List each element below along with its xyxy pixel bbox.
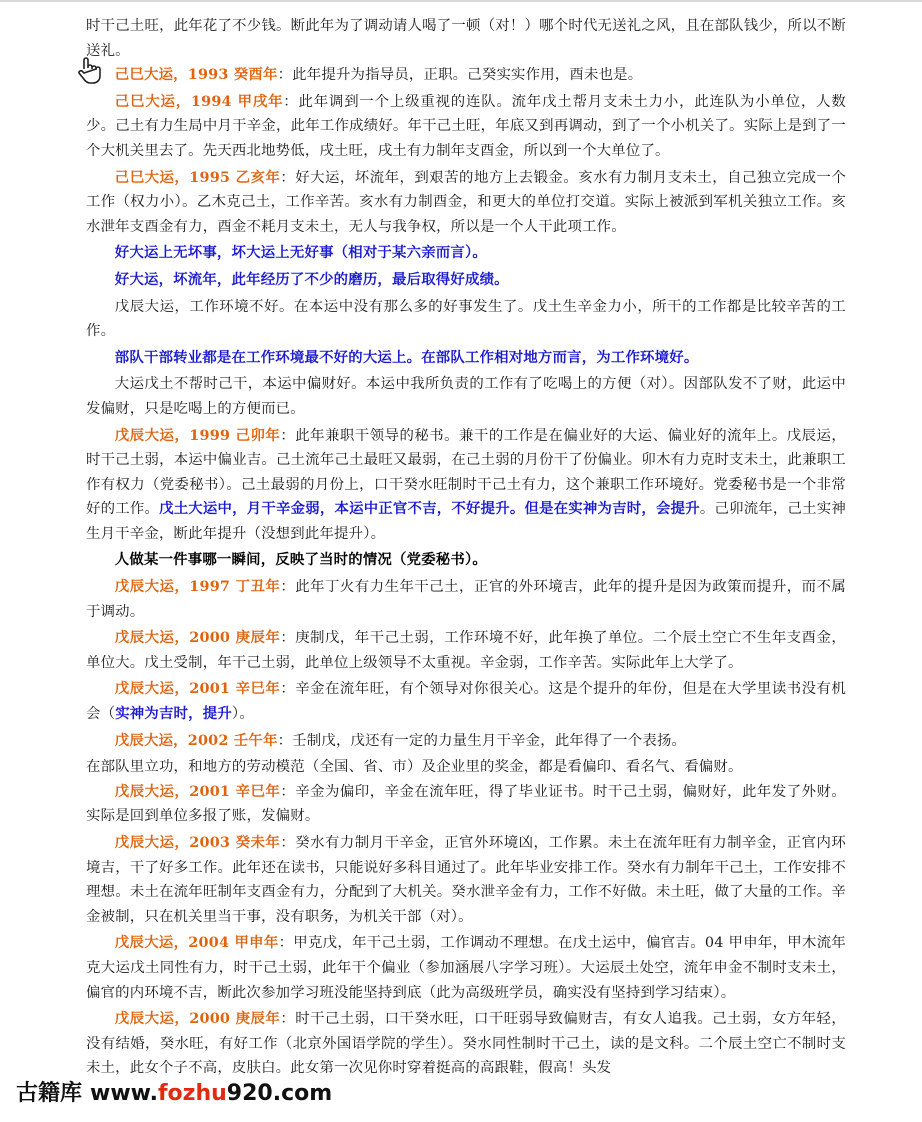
emphasis-text: 好大运，坏流年，此年经历了不少的磨历，最后取得好成绩。 (114, 270, 509, 288)
body-text: ：此年丁火有力生年干己土，正官的外环境吉，此年的提升是因为政策而提升，而不属于调动。 (86, 579, 846, 620)
paragraph (86, 831, 846, 929)
hand-pointer-icon (76, 56, 102, 84)
paragraph (86, 268, 846, 293)
body-text: ）。 (231, 706, 254, 723)
emphasis-text: 好大运上无坏事，坏大运上无好事（相对于某六亲而言）。 (114, 244, 487, 262)
body-text: ：辛金在流年旺，有个领导对你很关心。这是个提升的年份，但是在大学里读书没有机会（ (86, 681, 846, 723)
watermark-url (90, 1081, 332, 1106)
paragraph (86, 548, 846, 573)
body-text: 戊辰大运，工作环境不好。在本运中没有那么多的好事发生了。戊土生辛金力小，所干的工作都是比较辛苦的工作。 (86, 298, 846, 340)
url-domain: fozhu (157, 1081, 227, 1106)
site-watermark (10, 1076, 338, 1112)
paragraph (86, 780, 846, 829)
entry-heading: 戊辰大运，1997 丁丑年 (114, 578, 281, 596)
entry-heading: 己巳大运，1993 癸酉年 (114, 66, 278, 84)
paragraph (86, 931, 846, 1005)
url-prefix: www. (90, 1081, 158, 1106)
paragraph (86, 346, 846, 371)
entry-heading: 戊辰大运，2002 壬午年 (114, 731, 278, 749)
entry-heading: 己巳大运，1995 乙亥年 (114, 168, 281, 186)
watermark-label: 古籍库 (16, 1081, 83, 1106)
paragraph (86, 14, 846, 63)
body-text: ：辛金为偏印，辛金在流年旺，得了毕业证书。时干己土弱，偏财好，此年发了外财。实际是回到单位多报了账，发偏财。 (86, 783, 846, 825)
entry-heading: 己巳大运，1994 甲戌年 (114, 92, 284, 110)
body-text: 。己卯流年，己土实神生月干辛金，断此年提升（没想到此年提升）。 (86, 501, 846, 542)
body-text: ：癸水有力制月干辛金，正官外环境凶，工作累。未土在流年旺有力制辛金，正官内环境吉，干了好多工作。此年还在读书，只能说好多科目通过了。此年毕业安排工作。癸水有力制年干己土，工作安排不理想。未土在流年旺制年支酉金有力，分配到了大机关。癸水泄辛金有力，工作不好做。未土旺，做了大量的工作。辛金被制，只在机关里当干事，没有职务，为机关干部（对）。 (86, 835, 846, 925)
paragraph (86, 729, 846, 754)
paragraph (86, 241, 846, 266)
paragraph (86, 90, 846, 164)
emphasis-text: 戊土大运中，月干辛金弱，本运中正官不吉，不好提升。但是在实神为吉时，会提升 (159, 500, 700, 518)
body-text: 大运戊土不帮时己干，本运中偏财好。本运中我所负责的工作有了吃喝上的方便（对）。因部队发不了财，此运中发偏财，只是吃喝上的方便而已。 (86, 376, 846, 417)
entry-heading: 戊辰大运，2004 甲申年 (114, 934, 279, 952)
paragraph (86, 166, 846, 240)
body-text: ：时干己土弱，口干癸水旺，口干旺弱导致偏财吉，有女人追我。己土弱，女方年轻，没有结婚，癸水旺，有好工作（北京外国语学院的学生）。癸水同性制时干己土，读的是文科。二个辰土空亡不制时支未土，此女个子不高，皮肤白。此女第一次见你时穿着挺高的高跟鞋，假高！头发 (86, 1011, 846, 1077)
paragraph (86, 424, 846, 547)
paragraph (86, 755, 846, 780)
entry-heading: 戊辰大运，2000 庚辰年 (114, 1010, 281, 1028)
paragraph (86, 626, 846, 675)
entry-heading: 戊辰大运，2000 庚辰年 (114, 629, 281, 647)
url-suffix: .com (272, 1081, 333, 1106)
body-text: ：此年调到一个上级重视的连队。流年戊土帮月支未土力小，此连队为小单位，人数少。己土有力生局中月干辛金，此年工作成绩好。年干己土旺，年底又到再调动，到了一个小机关了。实际上是到了一个大机关里去了。先天西北地势低，戌土旺，戌土有力制年支酉金，所以到一个大单位了。 (86, 93, 846, 159)
body-text: ：壬制戊，戊还有一定的力量生月干辛金，此年得了一个表扬。 (277, 732, 687, 749)
url-number: 920 (226, 1081, 273, 1106)
body-text: ：此年提升为指导员，正职。己癸实实作用，酉未也是。 (277, 67, 643, 84)
paragraph (86, 63, 846, 88)
paragraph (86, 295, 846, 344)
body-text: ：庚制戊，年干己土弱，工作环境不好，此年换了单位。二个辰土空亡不生年支酉金，单位大。戊土受制，年干己土弱，此单位上级领导不太重视。辛金弱，工作辛苦。实际此年上大学了。 (86, 630, 846, 671)
entry-heading: 戊辰大运，1999 己卯年 (114, 426, 281, 444)
entry-heading: 戊辰大运，2001 辛巳年 (114, 680, 281, 698)
emphasis-text: 人做某一件事哪一瞬间，反映了当时的情况（党委秘书）。 (114, 551, 487, 569)
emphasis-text: 实神为吉时，提升 (115, 705, 232, 723)
body-text: 在部队里立功，和地方的劳动模范（全国、省、市）及企业里的奖金，都是看偏印、看名气、看偏财。 (86, 759, 743, 776)
paragraph (86, 677, 846, 726)
paragraph (86, 372, 846, 421)
top-border (0, 0, 922, 2)
paragraph (86, 575, 846, 624)
entry-heading: 戊辰大运，2003 癸未年 (114, 834, 281, 851)
body-text: ：好大运，坏流年，到艰苦的地方上去锻金。亥水有力制月支未土，自己独立完成一个工作（权力小）。乙木克己土，工作辛苦。亥水有力制酉金，和更大的单位打交道。实际上被派到军机关独立工作。亥水泄年支酉金有力，酉金不耗月支未土，无人与我争权，所以是一个人干此项工作。 (86, 169, 846, 235)
document-body (86, 14, 846, 1081)
emphasis-text: 部队干部转业都是在工作环境最不好的大运上。在部队工作相对地方而言，为工作环境好。 (114, 348, 699, 366)
body-text: ：此年兼职干领导的秘书。兼干的工作是在偏业好的大运、偏业好的流年上。戊辰运，时干己土弱，本运中偏业吉。己土流年己土最旺又最弱，在己土弱的月份干了份偏业。卯木有力克时支未土，此兼职工作有权力（党委秘书）。己土最弱的月份上，口干癸水旺制时干己土有力，这个兼职工作环境好。党委秘书是一个非常好的工作。 (86, 427, 846, 518)
paragraph (86, 1007, 846, 1081)
body-text: ：甲克戊，年干己土弱，工作调动不理想。在戊土运中，偏官吉。04 甲申年，甲木流年克大运戊土同性有力，时干己土弱，此年干个偏业（参加涵展八字学习班）。大运辰土处空，流年申金不制时支未土，偏官的内环境不吉，断此次参加学习班没能坚持到底（此为高级班学员，确实没有坚持到学习结束）。 (86, 935, 846, 1001)
entry-heading: 戊辰大运，2001 辛巳年 (114, 782, 281, 800)
body-text: 时干己土旺，此年花了不少钱。断此年为了调动请人喝了一顿（对！）哪个时代无送礼之风，且在部队钱少，所以不断送礼。 (86, 18, 846, 59)
